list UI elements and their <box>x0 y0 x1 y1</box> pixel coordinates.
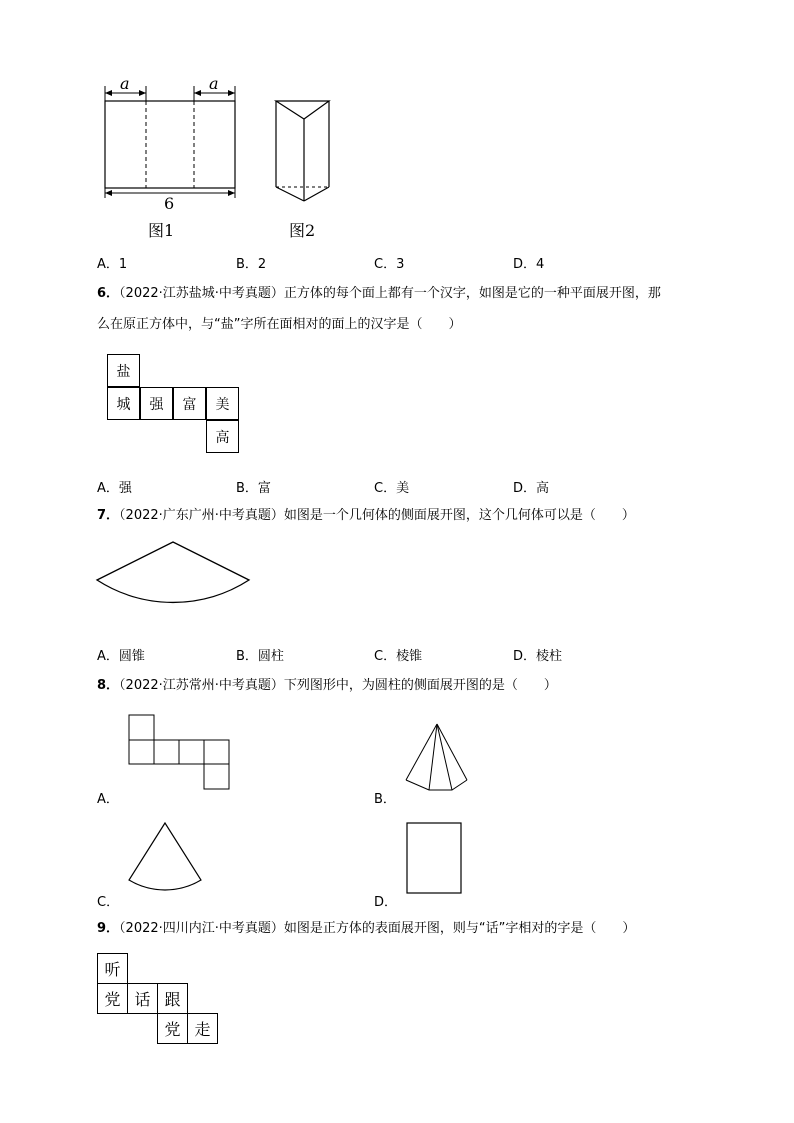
label-a-left: a <box>120 74 130 93</box>
q7-option-d[interactable]: D．棱柱 <box>513 649 563 664</box>
q6-cell-qiang: 强 <box>140 387 173 420</box>
q9-cell-ting: 听 <box>97 953 128 984</box>
q7-stem-text: （2022·广东广州·中考真题）如图是一个几何体的侧面展开图，这个几何体可以是（ ） <box>119 508 635 523</box>
q8-option-a[interactable]: A． <box>97 792 119 807</box>
q8-number: 8． <box>97 678 120 693</box>
label-6: 6 <box>164 194 175 213</box>
q9-cell-zou: 走 <box>187 1013 218 1044</box>
q6-cell-fu: 富 <box>173 387 206 420</box>
q7-option-a[interactable]: A．圆锥 <box>97 649 145 664</box>
q6-cell-yan: 盐 <box>107 354 140 387</box>
q6-option-a[interactable]: A．强 <box>97 481 132 496</box>
q6-option-c[interactable]: C．美 <box>374 481 410 496</box>
q6-cell-cheng: 城 <box>107 387 140 420</box>
q6-option-b[interactable]: B．富 <box>236 481 271 496</box>
q6-option-d[interactable]: D．高 <box>513 481 550 496</box>
q8-stem-text: （2022·江苏常州·中考真题）下列图形中，为圆柱的侧面展开图的是（ ） <box>119 678 557 693</box>
caption-figure-1: 图1 <box>148 221 175 240</box>
q6-stem-line2: 么在原正方体中，与“盐”字所在面相对的面上的汉字是（ ） <box>97 317 462 332</box>
q5-option-d[interactable]: D．4 <box>513 257 545 272</box>
q5-option-c[interactable]: C．3 <box>374 257 405 272</box>
q9-stem-text: （2022·四川内江·中考真题）如图是正方体的表面展开图，则与“话”字相对的字是（ ） <box>119 921 636 936</box>
q9-cell-dang-2: 党 <box>157 1013 188 1044</box>
q8-option-c[interactable]: C． <box>97 895 120 910</box>
q6-cell-mei: 美 <box>206 387 239 420</box>
q8-option-b[interactable]: B． <box>374 792 396 807</box>
q6-stem-text1: （2022·江苏盐城·中考真题）正方体的每个面上都有一个汉字，如图是它的一种平面展开图，那 <box>119 286 661 301</box>
q7-option-b[interactable]: B．圆柱 <box>236 649 284 664</box>
q9-stem <box>97 920 635 938</box>
q9-cell-dang-1: 党 <box>97 983 128 1014</box>
q5-option-a[interactable]: A．1 <box>97 257 128 272</box>
q7-option-c[interactable]: C．棱锥 <box>374 649 423 664</box>
q9-number: 9． <box>97 921 120 936</box>
label-a-right: a <box>209 74 219 93</box>
q6-number: 6． <box>97 286 120 301</box>
q9-cell-gen: 跟 <box>157 983 188 1014</box>
q7-number: 7． <box>97 508 120 523</box>
caption-figure-2: 图2 <box>289 221 316 240</box>
q8-option-d[interactable]: D． <box>374 895 398 910</box>
q9-cell-hua: 话 <box>127 983 158 1014</box>
q5-option-b[interactable]: B．2 <box>236 257 267 272</box>
q6-cell-gao: 高 <box>206 420 239 453</box>
